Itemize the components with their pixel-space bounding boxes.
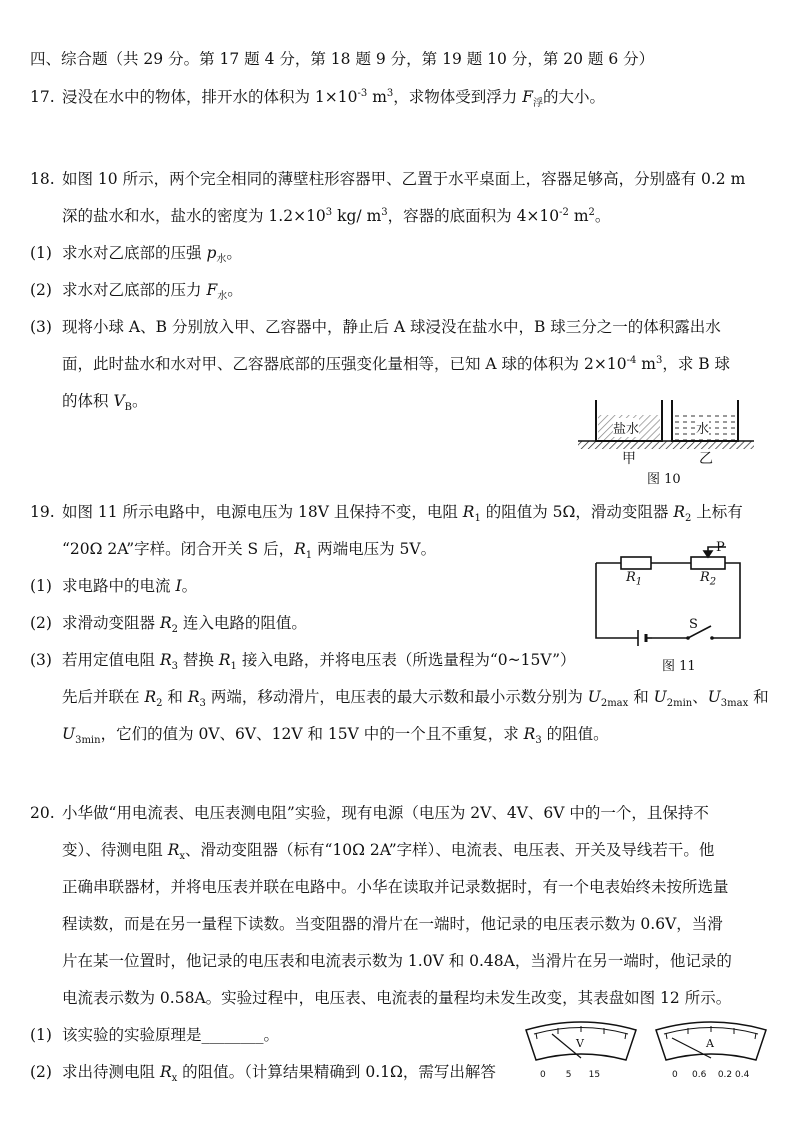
q18-part1: 求水对乙底部的压强 $p_水$。 [62, 244, 242, 266]
q18-line1: 如图 10 所示，两个完全相同的薄壁柱形容器甲、乙置于水平桌面上，容器足够高，分别盛有 0.2 m [62, 170, 746, 188]
a-terminal-02: 0.2 [717, 1070, 733, 1080]
q20-line4: 程读数，而是在另一量程下读数。当变阻器的滑片在一端时，他记录的电压表示数为 0.6V，当滑 [62, 915, 723, 933]
resistor-r1 [621, 557, 651, 569]
q18-part3-line1: 现将小球 A、B 分别放入甲、乙容器中，静止后 A 球浸没在盐水中，B 球三分之一的体积露出水 [62, 318, 721, 336]
q20-line2: 变）、待测电阻 $R_x$、滑动变阻器（标有“10Ω 2A”字样）、电流表、电压表、开关及导线若干。他 [62, 841, 715, 863]
q20-number: 20. [30, 804, 55, 822]
q20-line3: 正确串联器材，并将电压表并联在电路中。小华在读取并记录数据时，有一个电表始终未按所选量 [62, 878, 729, 896]
fig11-r1-label: $R_1$ [626, 570, 643, 588]
fig10-saltwater-label: 盐水 [613, 418, 639, 437]
q19-part1-label: (1) [30, 577, 52, 595]
q20-part2: 求出待测电阻 $R_x$ 的阻值。（计算结果精确到 0.1Ω，需写出解答 [62, 1063, 496, 1085]
q20-line5: 片在某一位置时，他记录的电压表和电流表示数为 1.0V 和 0.48A，当滑片在另一端时，他记录的 [62, 952, 732, 970]
a-terminal-0: 0 [672, 1070, 678, 1080]
fig11-s-label: S [689, 617, 698, 632]
a-terminal-06: 0.6 [692, 1070, 707, 1080]
q18-part2: 求水对乙底部的压力 $F_水$。 [62, 281, 243, 303]
fig10-caption: 图 10 [647, 472, 681, 487]
q18-line2: 深的盐水和水，盐水的密度为 $1.2\times 10^3$ kg/ $m^3$，容器的底面积为 $4\times 10^{-2}$ $m^2$。 [62, 206, 611, 225]
fig10-yi: 乙 [699, 451, 713, 467]
q18-part2-label: (2) [30, 281, 52, 299]
fig10-jia: 甲 [622, 451, 636, 467]
q20-part1-label: (1) [30, 1026, 52, 1044]
fig10-water-label: 水 [696, 418, 709, 437]
fig11-caption: 图 11 [662, 659, 696, 674]
q19-part1: 求电路中的电流 I。 [62, 577, 198, 595]
section-heading: 四、综合题（共 29 分。第 17 题 4 分，第 18 题 9 分，第 19 题 10 分，第 20 题 6 分） [30, 50, 655, 68]
q20-part1: 该实验的实验原理是________。 [62, 1026, 280, 1044]
v-terminal-0: 0 [540, 1070, 546, 1080]
q20-line6: 电流表示数为 0.58A。实验过程中，电压表、电流表的量程均未发生改变，其表盘如图 12 所示。 [62, 989, 732, 1007]
voltmeter-unit: V [576, 1037, 584, 1050]
v-terminal-15: 15 [588, 1070, 601, 1080]
q19-line2: “20Ω 2A”字样。闭合开关 S 后，$R_1$ 两端电压为 5V。 [62, 540, 437, 562]
slider-arrow [704, 551, 712, 557]
table-surface [578, 441, 754, 449]
q19-part2: 求滑动变阻器 $R_2$ 连入电路的阻值。 [62, 614, 307, 636]
ammeter-unit: A [706, 1037, 714, 1050]
q17-text: 浸没在水中的物体，排开水的体积为 $1\times 10^{-3}$ $m^3$，求物体受到浮力 $F_浮$的大小。 [62, 87, 605, 110]
q18-number: 18. [30, 170, 55, 188]
q19-part3-line1: 若用定值电阻 $R_3$ 替换 $R_1$ 接入电路，并将电压表（所选量程为“0~15V”） [62, 651, 576, 673]
q19-number: 19. [30, 503, 55, 521]
q19-part3-line2: 先后并联在 $R_2$ 和 $R_3$ 两端，移动滑片，电压表的最大示数和最小示数分别为 $U_{2max}$ 和 $U_{2min}$、$U_{3max}$ 和 [62, 688, 769, 710]
fig11-r2-label: $R_2$ [700, 570, 717, 588]
q19-line1: 如图 11 所示电路中，电源电压为 18V 且保持不变，电阻 $R_1$ 的阻值为 5Ω，滑动变阻器 $R_2$ 上标有 [62, 503, 743, 525]
rheostat-r2 [691, 557, 725, 569]
q18-part1-label: (1) [30, 244, 52, 262]
q20-part2-label: (2) [30, 1063, 52, 1081]
figure-10-containers [578, 395, 758, 455]
ammeter-terminals [672, 1070, 749, 1080]
q19-part2-label: (2) [30, 614, 52, 632]
q18-part3-label: (3) [30, 318, 52, 336]
q20-line1: 小华做“用电流表、电压表测电阻”实验，现有电源（电压为 2V、4V、6V 中的一个，且保持不 [62, 804, 709, 822]
a-terminal-04: 0.4 [735, 1070, 750, 1080]
q19-part3-label: (3) [30, 651, 52, 669]
q18-part3-line3: 的体积 $V_B$。 [62, 392, 148, 414]
q17-number: 17. [30, 88, 55, 106]
q18-part3-line2: 面，此时盐水和水对甲、乙容器底部的压强变化量相等，已知 A 球的体积为 $2\times 10^{-4}$ $m^3$，求 B 球 [62, 354, 731, 373]
fig11-p-label: P [716, 540, 725, 555]
q19-part3-line3: $U_{3min}$，它们的值为 0V、6V、12V 和 15V 中的一个且不重复，求 $R_3$ 的阻值。 [62, 725, 609, 747]
voltmeter-terminals [540, 1070, 600, 1080]
v-terminal-5: 5 [565, 1070, 572, 1080]
